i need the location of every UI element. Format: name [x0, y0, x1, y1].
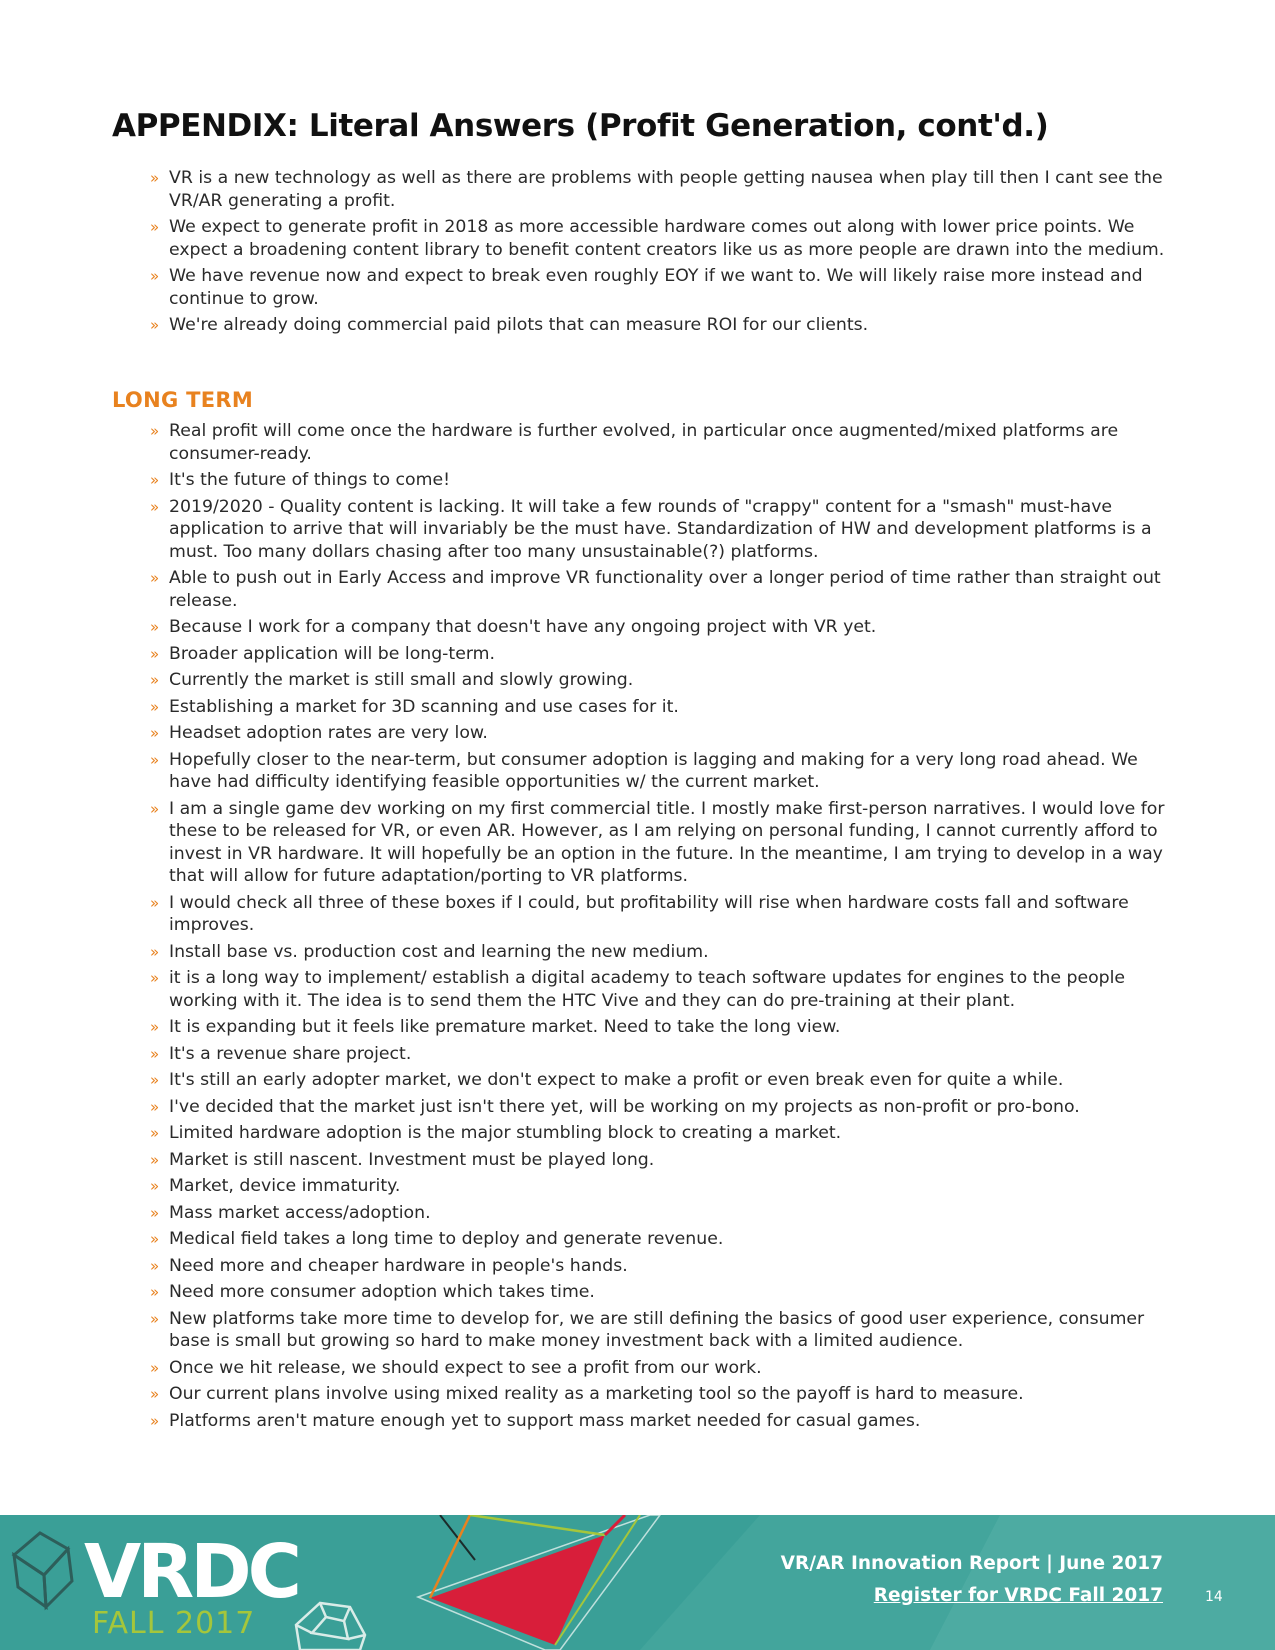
answer-item [150, 1410, 1165, 1433]
bullet-icon: » [150, 316, 160, 334]
answer-text: It's a revenue share project. [169, 1043, 412, 1064]
page-title: APPENDIX: Literal Answers (Profit Generation, cont'd.) [112, 108, 1049, 144]
answer-item [150, 1016, 1165, 1039]
answer-text: We have revenue now and expect to break even roughly EOY if we want to. We will likely raise more instead and continue to grow. [169, 266, 1143, 309]
bullet-icon: » [150, 799, 160, 818]
answer-item [150, 469, 1165, 492]
answer-text: Once we hit release, we should expect to see a profit from our work. [169, 1357, 762, 1378]
answer-text: It's still an early adopter market, we don't expect to make a profit or even break even for quite a while. [169, 1070, 1064, 1090]
answer-text: it is a long way to implement/ establish a digital academy to teach software updates for engines to the people working with it. The idea is to send them the HTC Vive and they can do pre-training at their plant. [169, 968, 1126, 1011]
bullet-icon: » [150, 1411, 160, 1430]
bullet-icon: » [150, 497, 160, 516]
near-term-answer-list [150, 167, 1165, 341]
bullet-icon: » [150, 267, 160, 285]
answer-item [150, 1096, 1165, 1119]
answer-item [150, 314, 1165, 337]
answer-item [150, 941, 1165, 964]
answer-item [150, 1281, 1165, 1304]
answer-text: We expect to generate profit in 2018 as more accessible hardware comes out along with lower price points. We expect a broadening content library to benefit content creators like us as more people are drawn into the medium. [169, 217, 1165, 260]
register-link[interactable]: Register for VRDC Fall 2017 [873, 1585, 1163, 1606]
answer-item [150, 967, 1165, 1012]
bullet-icon: » [150, 218, 160, 236]
bullet-icon: » [150, 893, 160, 912]
answer-text: Limited hardware adoption is the major stumbling block to creating a market. [169, 1123, 842, 1143]
answer-item [150, 1357, 1165, 1380]
answer-item [150, 749, 1165, 794]
bullet-icon: » [150, 169, 160, 187]
answer-item [150, 1175, 1165, 1198]
answer-text: Able to push out in Early Access and improve VR functionality over a longer period of time rather than straight out release. [169, 568, 1161, 611]
answer-text: Real profit will come once the hardware is further evolved, in particular once augmented/mixed platforms are consumer-ready. [169, 421, 1119, 464]
answer-text: Hopefully closer to the near-term, but consumer adoption is lagging and making for a very long road ahead. We have had difficulty identifying feasible opportunities w/ the current market. [169, 749, 1138, 792]
answer-item [150, 496, 1165, 564]
answer-text: Platforms aren't mature enough yet to support mass market needed for casual games. [169, 1410, 921, 1431]
answer-text: Medical field takes a long time to deploy and generate revenue. [169, 1229, 724, 1249]
bullet-icon: » [150, 471, 160, 489]
bullet-icon: » [150, 1358, 160, 1377]
answer-item [150, 167, 1165, 212]
footer-banner [0, 1515, 1275, 1650]
bullet-icon: » [150, 422, 160, 440]
answer-text: We're already doing commercial paid pilots that can measure ROI for our clients. [169, 315, 869, 335]
bullet-icon: » [150, 724, 160, 742]
answer-item [150, 1255, 1165, 1278]
answer-text: 2019/2020 - Quality content is lacking. It will take a few rounds of "crappy" content for a "smash" must-have application to arrive that will invariably be the must have. Standardization of HW and development platforms is a must. Too many dollars chasing after too many unsustainable(?) platforms. [169, 496, 1152, 562]
bullet-icon: » [150, 1018, 160, 1036]
answer-text: VR is a new technology as well as there are problems with people getting nausea when play till then I cant see the VR/AR generating a profit. [169, 168, 1163, 211]
section-heading-long-term: LONG TERM [112, 388, 254, 412]
vrdc-logo: VRDC [84, 1529, 298, 1615]
answer-text: Install base vs. production cost and learning the new medium. [169, 941, 709, 962]
bullet-icon: » [150, 942, 160, 961]
answer-text: Mass market access/adoption. [169, 1202, 431, 1223]
bullet-icon: » [150, 969, 160, 987]
answer-text: Market is still nascent. Investment must be played long. [169, 1149, 655, 1170]
bullet-icon: » [150, 671, 160, 689]
answer-item [150, 1122, 1165, 1145]
answer-item [150, 798, 1165, 888]
answer-text: Broader application will be long-term. [169, 643, 495, 664]
bullet-icon: » [150, 1385, 160, 1403]
answer-item [150, 1202, 1165, 1225]
answer-text: New platforms take more time to develop for, we are still defining the basics of good user experience, consumer base is small but growing so hard to make money investment back with a limited audience. [169, 1308, 1145, 1351]
long-term-answer-list [150, 420, 1165, 1436]
answer-text: Establishing a market for 3D scanning and use cases for it. [169, 696, 679, 717]
answer-item [150, 696, 1165, 719]
answer-text: I would check all three of these boxes if I could, but profitability will rise when hardware costs fall and software improves. [169, 892, 1129, 935]
bullet-icon: » [150, 618, 160, 636]
answer-text: Need more consumer adoption which takes time. [169, 1282, 595, 1302]
answer-text: I am a single game dev working on my first commercial title. I mostly make first-person narratives. I would love for these to be released for VR, or even AR. However, as I am relying on personal funding, I cannot currently afford to invest in VR hardware. It will hopefully be an option in the future. In the meantime, I am trying to develop in a way that will allow for future adaptation/porting to VR platforms. [169, 798, 1165, 886]
answer-item [150, 567, 1165, 612]
bullet-icon: » [150, 569, 160, 587]
answer-item [150, 265, 1165, 310]
answer-text: Market, device immaturity. [169, 1176, 401, 1196]
answer-text: I've decided that the market just isn't there yet, will be working on my projects as non-profit or pro-bono. [169, 1096, 1080, 1117]
vrdc-logo-subtitle: FALL 2017 [92, 1606, 256, 1641]
bullet-icon: » [150, 1097, 160, 1116]
bullet-icon: » [150, 1177, 160, 1195]
answer-item [150, 1043, 1165, 1066]
answer-text: Because I work for a company that doesn't have any ongoing project with VR yet. [169, 617, 877, 637]
bullet-icon: » [150, 750, 160, 769]
answer-item [150, 892, 1165, 937]
answer-item [150, 643, 1165, 666]
answer-text: It's the future of things to come! [169, 470, 450, 490]
answer-text: Currently the market is still small and slowly growing. [169, 670, 634, 690]
bullet-icon: » [150, 1309, 160, 1328]
answer-item [150, 669, 1165, 692]
answer-item [150, 1069, 1165, 1092]
answer-item [150, 722, 1165, 745]
bullet-icon: » [150, 1283, 160, 1301]
page-number: 14 [1205, 1589, 1223, 1605]
answer-text: Need more and cheaper hardware in people's hands. [169, 1255, 628, 1276]
answer-item [150, 216, 1165, 261]
bullet-icon: » [150, 1256, 160, 1275]
bullet-icon: » [150, 1071, 160, 1089]
bullet-icon: » [150, 644, 160, 663]
bullet-icon: » [150, 1044, 160, 1063]
answer-item [150, 616, 1165, 639]
answer-item [150, 1383, 1165, 1406]
bullet-icon: » [150, 1203, 160, 1222]
answer-text: It is expanding but it feels like premature market. Need to take the long view. [169, 1017, 841, 1037]
answer-text: Our current plans involve using mixed reality as a marketing tool so the payoff is hard to measure. [169, 1384, 1024, 1404]
answer-item [150, 1149, 1165, 1172]
answer-text: Headset adoption rates are very low. [169, 723, 488, 743]
bullet-icon: » [150, 1124, 160, 1142]
bullet-icon: » [150, 1150, 160, 1169]
bullet-icon: » [150, 697, 160, 716]
answer-item [150, 420, 1165, 465]
answer-item [150, 1308, 1165, 1353]
answer-item [150, 1228, 1165, 1251]
bullet-icon: » [150, 1230, 160, 1248]
report-title-line: VR/AR Innovation Report | June 2017 [780, 1553, 1163, 1574]
